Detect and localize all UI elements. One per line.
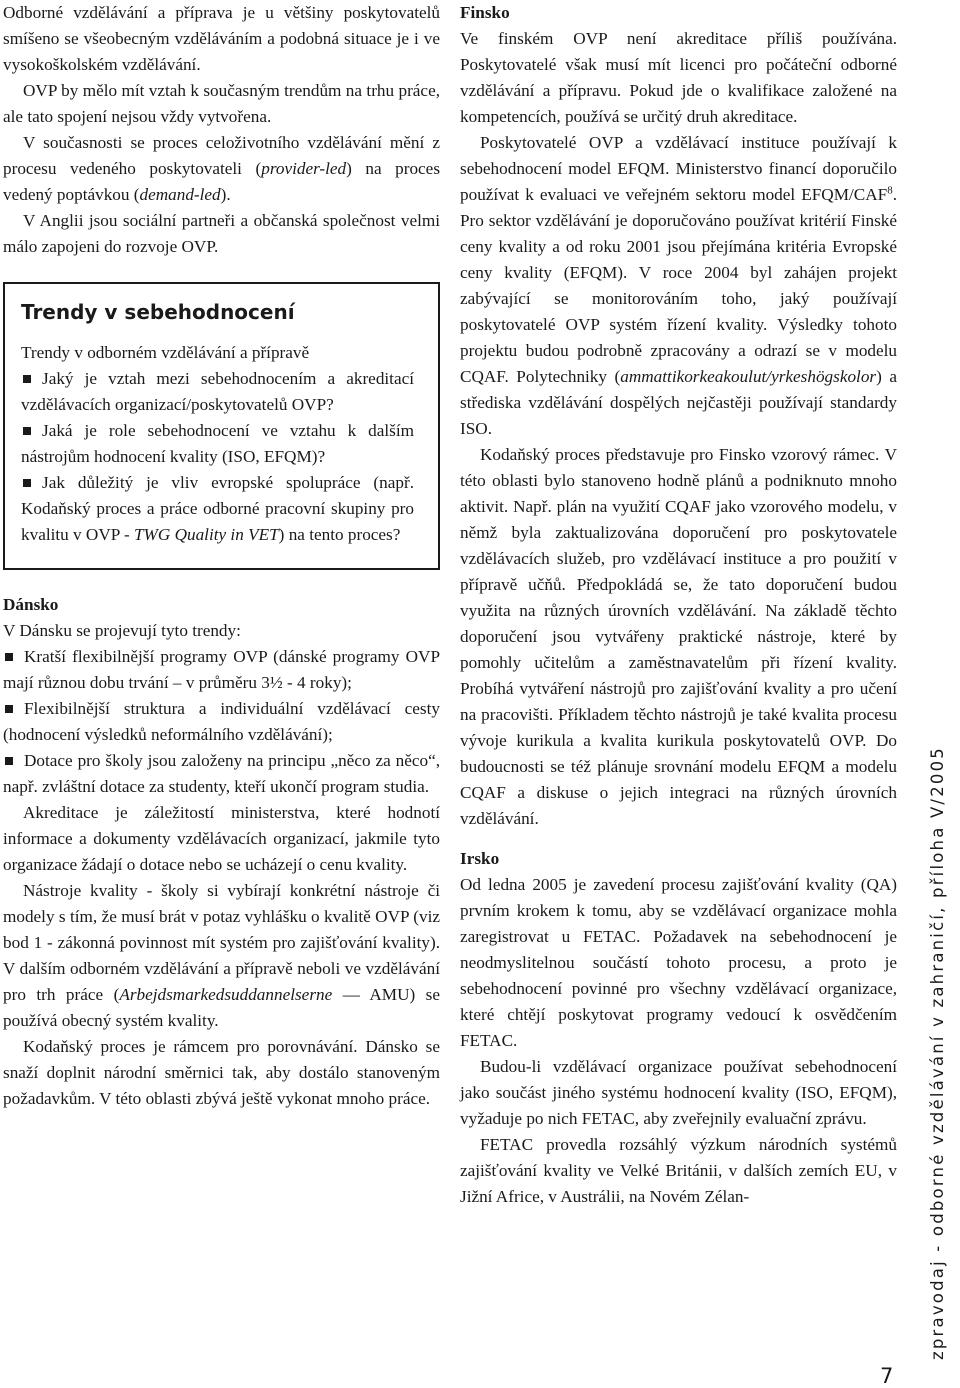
intro-term-provider-led: provider-led (261, 159, 347, 178)
bullet-text: Flexibilnější struktura a individuální vzdělávací cesty (hodnocení výsledků neformálního vzdělávání); (3, 699, 440, 744)
intro-paragraph-3 (3, 130, 440, 208)
square-bullet-icon (23, 375, 31, 383)
denmark-bullet-2 (3, 696, 440, 748)
ireland-paragraph-1: Od ledna 2005 je zavedení procesu zajišťování kvality (QA) prvním krokem k tomu, aby se vzdělávací organizace mohla zaregistrovat u FETAC. Požadavek na sebehodnocení je neodmyslitelnou součástí tohoto procesu, a proto je sebehodnocení povinné pro všechny vzdělávací organizace, které chtějí poskytovat programy vedoucí k osvědčením FETAC. (460, 875, 897, 1050)
square-bullet-icon (23, 479, 31, 487)
section-spacer (460, 832, 897, 846)
box-title: Trendy v sebehodnocení (21, 300, 295, 324)
intro-paragraph-2: OVP by mělo mít vztah k současným trendům na trhu práce, ale tato spojení nejsou vždy vytvořena. (3, 81, 440, 126)
intro-paragraph-4: V Anglii jsou sociální partneři a občanská společnost velmi málo zapojeni do rozvoje OVP. (3, 211, 440, 256)
square-bullet-icon (5, 653, 13, 661)
left-column (3, 0, 440, 1112)
denmark-bullet-1 (3, 644, 440, 696)
paragraph-text: Nástroje kvality - školy si vybírají konkrétní nástroje či modely s tím, že musí brát v potaz vyhlášku o kvalitě OVP (viz bod 1 - zákonná povinnost mít systém pro zajišťování kvality). V dalším odborném vzdělávání a přípravě neboli ve vzdělávání pro trh práce ( (3, 881, 440, 1004)
question-text: Jaká je role sebehodnocení ve vztahu k dalším nástrojům hodnocení kvality (ISO, EFQM)? (21, 421, 414, 466)
right-column (460, 0, 897, 1210)
box-question-2 (21, 418, 414, 470)
ireland-paragraph-3: FETAC provedla rozsáhlý výzkum národních systémů zajišťování kvality ve Velké Británii, v dalších zemích EU, v Jižní Africe, v Austrálii, na Novém Zélan- (460, 1135, 897, 1206)
intro-text: V současnosti se proces celoživotního vzdělávání mění z procesu vedeného poskytovateli ( (3, 133, 440, 178)
ireland-paragraph-2: Budou-li vzdělávací organizace používat sebehodnocení jako součást jiného systému hodnocení kvality (ISO, EFQM), vyžaduje po nich FETAC, aby zveřejnily evaluační zprávu. (460, 1057, 897, 1128)
intro-paragraph-1: Odborné vzdělávání a příprava je u většiny poskytovatelů smíšeno se všeobecným vzděláváním a podobná situace je i ve vysokoškolském vzdělávání. (3, 3, 440, 74)
finland-heading: Finsko (460, 3, 510, 22)
paragraph-text: — AMU) se používá obecný systém kvality. (3, 985, 441, 1030)
footnote-ref: 8 (887, 184, 893, 197)
paragraph-term: ammattikorkeakoulut/yrkeshögskolor (620, 367, 877, 386)
denmark-lead: V Dánsku se projevují tyto trendy: (3, 621, 241, 640)
question-term: TWG Quality in VET (134, 525, 279, 544)
paragraph-text: Poskytovatelé OVP a vzdělávací instituce používají k sebehodnocení model EFQM. Ministerstvo financí doporučilo používat k evaluaci ve veřejném sektoru model EFQM/CAF (460, 133, 897, 204)
square-bullet-icon (5, 705, 13, 713)
paragraph-text: . Pro sektor vzdělávání je doporučováno používat kritérií Finské ceny kvality a od roku 2001 jsou přejímána kritéria Evropské ceny kvality (EFQM). V roce 2004 byl zahájen projekt zabývající se monitorováním toho, jaký používají poskytovatelé OVP systém řízení kvality. Výsledky tohoto projektu budou podrobně zpracovány a odrazí se v modelu CQAF. Polytechniky ( (460, 185, 897, 386)
question-text: ) na tento proces? (278, 525, 401, 544)
box-question-3 (21, 470, 414, 548)
denmark-paragraph-1: Akreditace je záležitostí ministerstva, které hodnotí informace a dokumenty vzdělávacích organizací, jakmile tyto organizace žádají o dotace nebo se ucházejí o cenu kvality. (3, 803, 440, 874)
paragraph-text: ) a střediska vzdělávání dospělých nejčastěji používají standardy ISO. (460, 367, 897, 438)
ireland-heading: Irsko (460, 849, 500, 868)
box-question-1 (21, 366, 414, 418)
denmark-paragraph-3: Kodaňský proces je rámcem pro porovnávání. Dánsko se snaží doplnit národní směrnici tak, aby dostálo stanoveným požadavkům. V této oblasti zbývá ještě vykonat mnoho práce. (3, 1037, 440, 1108)
intro-text: ). (220, 185, 231, 204)
intro-text: ) na proces vedený poptávkou ( (3, 159, 441, 204)
denmark-heading: Dánsko (3, 595, 59, 614)
question-text: Jak důležitý je vliv evropské spolupráce (např. Kodaňský proces a práce odborné pracovní skupiny pro kvalitu v OVP - (21, 473, 414, 544)
box-subtitle: Trendy v odborném vzdělávání a přípravě (21, 343, 310, 362)
square-bullet-icon (23, 427, 31, 435)
denmark-bullet-3 (3, 748, 440, 800)
finland-paragraph-3: Kodaňský proces představuje pro Finsko vzorový rámec. V této oblasti bylo stanoveno hodně plánů a podniknuto mnoho aktivit. Např. plán na využití CQAF jako vzorového modelu, v němž byla zaktualizována doporučení pro poskytovatele vzdělávacích služeb, pro vzdělávací instituce a pro použití v přípravě učňů. Předpokládá se, že tato doporučení budou využita na různých úrovních vzdělávání. Na základě těchto doporučení jsou vytvářeny praktické nástroje, které by pomohly učitelům a zaměstnavatelům při řízení kvality. Probíhá vytváření nástrojů pro zajišťování kvality a pro učení na pracovišti. Příkladem těchto nástrojů je také kvalita procesu vývoje kurikula a kvalita kurikula poskytovatelů OVP. Do budoucnosti se též plánuje srovnání modelu EFQM a modelu CQAF a diskuse o jejich integraci na různých úrovních vzdělávání. (460, 445, 897, 828)
bullet-text: Dotace pro školy jsou založeny na principu „něco za něco“, např. zvláštní dotace za studenty, kteří ukončí program studia. (3, 751, 440, 796)
trends-box (3, 282, 440, 570)
intro-term-demand-led: demand-led (139, 185, 221, 204)
finland-paragraph-1: Ve finském OVP není akreditace příliš používána. Poskytovatelé však musí mít licenci pro počáteční odborné vzdělávání a přípravu. Pokud jde o kvalifikace založené na kompetencích, používá se určitý druh akreditace. (460, 29, 897, 126)
page-number: 7 (880, 1364, 894, 1388)
square-bullet-icon (5, 757, 13, 765)
denmark-paragraph-2 (3, 878, 440, 1034)
vertical-running-title: zpravodaj - odborné vzdělávání v zahraničí, příloha V/2005 (928, 746, 947, 1360)
paragraph-term: Arbejdsmarkedsuddannelserne (119, 985, 333, 1004)
bullet-text: Kratší flexibilnější programy OVP (dánské programy OVP mají různou dobu trvání – v průměru 3½ - 4 roky); (3, 647, 440, 692)
finland-paragraph-2 (460, 130, 897, 442)
question-text: Jaký je vztah mezi sebehodnocením a akreditací vzdělávacích organizací/poskytovatelů OVP? (21, 369, 414, 414)
